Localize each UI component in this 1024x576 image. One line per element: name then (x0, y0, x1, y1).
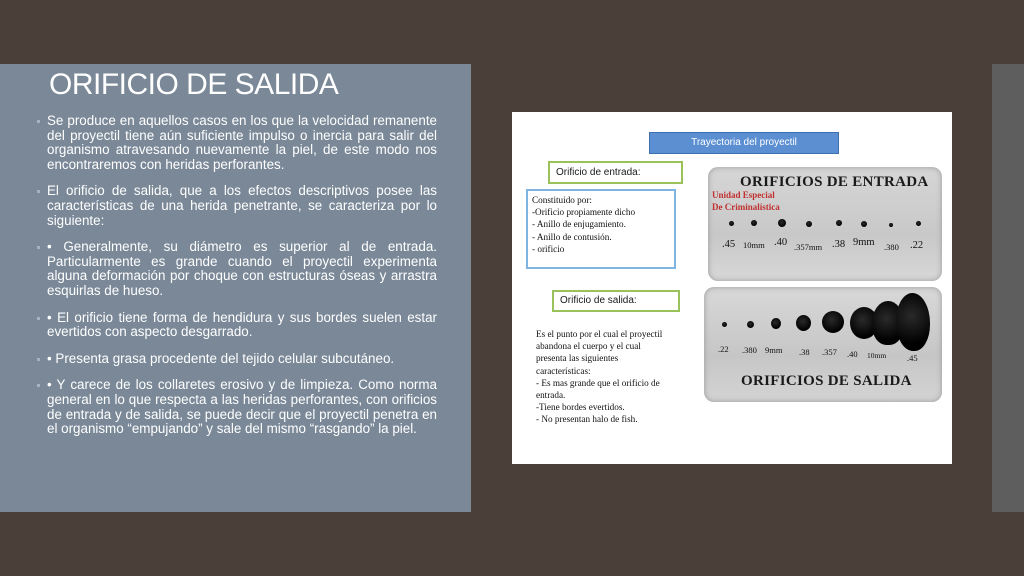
exit-line: Es el punto por el cual el proyectil (536, 329, 663, 339)
bullet-hole (822, 311, 844, 333)
caliber-label: 10mm (743, 240, 765, 250)
entry-line: Constituido por: (532, 195, 592, 205)
exit-line: características: (536, 365, 591, 376)
paragraph: • Presenta grasa procedente del tejido celular subcutáneo. (47, 352, 437, 367)
entry-line: - Anillo de contusión. (532, 231, 612, 242)
bullet-hole (836, 220, 842, 226)
caliber-label: .380 (742, 345, 757, 355)
caliber-label: .22 (910, 240, 924, 251)
exit-line: presenta las siguientes (536, 353, 619, 364)
exit-label: Orificio de salida: (552, 290, 680, 312)
entry-panel-title: ORIFICIOS DE ENTRADA (740, 174, 929, 190)
slide-title: ORIFICIO DE SALIDA (49, 68, 339, 101)
watermark: Unidad Especial De Criminalística (712, 190, 780, 212)
bullet-hole (916, 221, 921, 226)
entry-line: - orificio (532, 243, 565, 254)
caliber-label: .45 (907, 353, 918, 363)
paragraph: • Generalmente, su diámetro es superior al de entrada. Particularmente es grande cuando el proyectil experimenta alguna deformación por choque con estructuras óseas y arrastra esquirlas de hueso. (47, 239, 437, 298)
entry-label: Orificio de entrada: (548, 161, 683, 184)
paragraph: El orificio de salida, que a los efectos descriptivos posee las características de una herida penetrante, se caracteriza por lo siguiente: (47, 183, 437, 228)
bullet-hole (751, 220, 757, 226)
paragraph: • El orificio tiene forma de hendidura y sus bordes suelen estar evertidos con aspecto desgarrado. (47, 309, 437, 340)
caliber-label: .380 (884, 242, 899, 252)
exit-description (536, 328, 686, 426)
bullet-hole (806, 221, 812, 227)
caliber-label: .40 (847, 349, 858, 359)
caliber-label: .38 (832, 239, 846, 250)
paragraph: Se produce en aquellos casos en los que la velocidad remanente del proyectil tiene aún suficiente impulso o inercia para salir del organismo atravesando nuevamente la piel, de este modo nos encontraremos con heridas perforantes. (47, 113, 437, 172)
exit-panel-title: ORIFICIOS DE SALIDA (741, 373, 912, 389)
caliber-label: .357 (822, 347, 837, 357)
entry-line: -Orificio propiamente dicho (532, 207, 636, 218)
entry-description-box (526, 189, 676, 269)
entry-holes-photo (708, 167, 942, 281)
bullet-hole (771, 318, 781, 329)
exit-line: entrada. (536, 390, 566, 401)
bullet-hole (896, 293, 930, 351)
caliber-label: .45 (722, 239, 736, 250)
bullet-hole (889, 223, 893, 227)
caliber-label: .40 (774, 237, 788, 248)
entry-line: - Anillo de enjugamiento. (532, 219, 626, 230)
caliber-label: 9mm (765, 345, 783, 355)
exit-line: abandona el cuerpo y el cual (536, 341, 641, 352)
bullet-hole (796, 315, 811, 331)
bullet-holes-figure (512, 112, 952, 464)
caliber-label: 10mm (867, 351, 887, 360)
slide-body (47, 114, 437, 449)
bullet-hole (729, 221, 734, 226)
caliber-label: .22 (718, 344, 729, 354)
bullet-hole (747, 321, 754, 328)
exit-holes-photo (704, 287, 942, 402)
right-edge-strip (992, 64, 1024, 512)
bullet-hole (861, 221, 867, 227)
paragraph: • Y carece de los collaretes erosivo y de limpieza. Como norma general en lo que respecta a las heridas perforantes, con orificios de entrada y de salida, se puede decir que el proyectil penetra en el organismo “empujando” y sale del mismo “rasgando” la piel. (47, 377, 437, 437)
exit-line: - No presentan halo de fish. (536, 414, 638, 425)
exit-line: - Es mas grande que el orificio de (536, 377, 660, 388)
bullet-hole (722, 322, 727, 327)
caliber-label: 9mm (853, 237, 875, 248)
bullet-hole (778, 219, 786, 227)
caliber-label: .38 (799, 347, 810, 357)
caliber-label: .357mm (794, 242, 823, 252)
trajectory-header: Trayectoria del proyectil (649, 132, 839, 154)
exit-line: -Tiene bordes evertidos. (536, 402, 625, 413)
